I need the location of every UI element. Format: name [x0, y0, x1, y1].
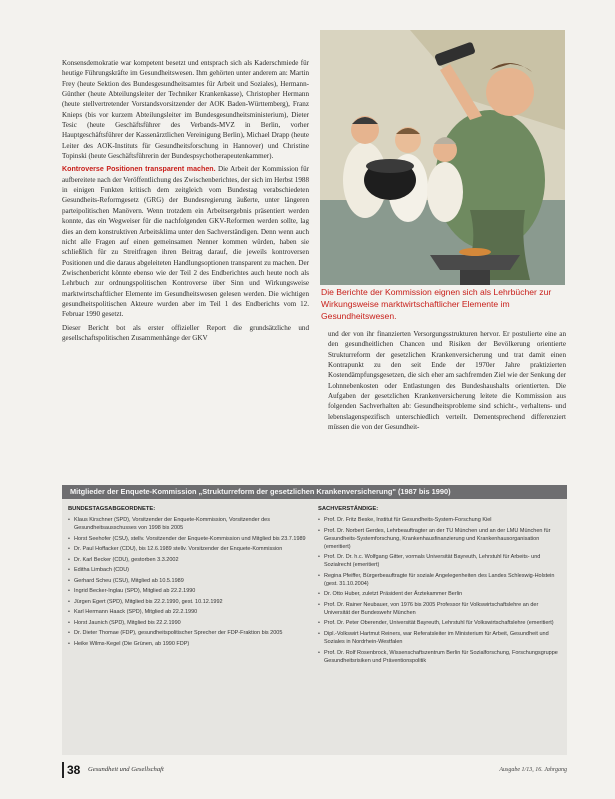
list-item: • Dipl.-Volkswirt Hartmut Reiners, war Referatsleiter im Ministerium für Arbeit, Gesundheit und Soziales in Nordrhein-Westfalen [318, 630, 562, 646]
list-item: • Prof. Dr. Rainer Neubauer, von 1976 bis 2005 Professor für Volkswirtschaftslehre an der Universität der Bundeswehr München [318, 601, 562, 617]
left-paragraph-2 [62, 164, 309, 319]
left-text-column [62, 58, 309, 346]
member-list-right [318, 516, 562, 665]
list-item: • Horst Jaunich (SPD), Mitglied bis 22.2.1990 [68, 619, 308, 627]
box-title: Mitglieder der Enquete-Kommission „Strukturreform der gesetzlichen Krankenversicherung" (1987 bis 1990) [62, 485, 567, 499]
list-item: • Dr. Paul Hoffacker (CDU), bis 12.6.1989 stellv. Vorsitzender der Enquete-Kommission [68, 545, 308, 553]
list-item: • Dr. Karl Becker (CDU), gestorben 3.3.2002 [68, 556, 308, 564]
box-right-column [318, 505, 562, 667]
list-item: • Klaus Kirschner (SPD), Vorsitzender der Enquete-Kommission, Vorsitzender des Gesundheitsausschusses von 1998 bis 2005 [68, 516, 308, 532]
list-item: • Heike Wilms-Kegel (Die Grünen, ab 1990 FDP) [68, 640, 308, 648]
cartoon-drawing [320, 30, 565, 285]
list-item: • Dr. Otto Huber, zuletzt Präsident der Ärztekammer Berlin [318, 590, 562, 598]
image-caption: Die Berichte der Kommission eignen sich als Lehrbücher zur Wirkungsweise marktwirtschaftlicher Elemente im Gesundheitswesen. [321, 287, 552, 321]
left-paragraph-1: Konsensdemokratie war kompetent besetzt und entsprach sich als Kaderschmiede für heutige Führungskräfte im Gesundheitswesen. Ihm gehörten unter anderem an: Martin Frey (heute Sektion des Bundesgesundheitsamtes für Arbeit und Soziales), Hermann-Günther (heute Abteilungsleiter der Techniker Krankenkasse), Christopher Hermann (heute stellvertretender Vorstandsvorsitzender der AOK Baden-Württemberg), Franz Knieps (bis vor kurzem Abteilungsleiter im Bundesgesundheitsministerium), Dieter Tesic (heute Geschäftsführer des Verbands-MVZ in Berlin, vorher Hauptgeschäftsführer der Kassenärztlichen Vereinigung Berlin), Michael Drapp (heute Leiter des AOK-Instituts für Gesundheitsforschung in Hannover) und Christine Topinski (heute Geschäftsführerin der Bundespsychotherapeutenkammer). [62, 59, 309, 161]
list-item: • Horst Seehofer (CSU), stellv. Vorsitzender der Enquete-Kommission und Mitglied bis 23.7.1989 [68, 535, 308, 543]
page-number: 38 [67, 763, 81, 777]
list-item: • Editha Limbach (CDU) [68, 566, 308, 574]
list-item: • Prof. Dr. Rolf Rosenbrock, Wissenschaftszentrum Berlin für Sozialforschung, Forschungsgruppe Gesundheitsrisiken und Präventionspolitik [318, 649, 562, 665]
list-item: • Prof. Dr. Dr. h.c. Wolfgang Gitter, vormals Universität Bayreuth, Lehrstuhl für Arbeits- und Sozialrecht (emeritiert) [318, 553, 562, 569]
footer-rule [62, 762, 64, 778]
cartoon-illustration [320, 30, 565, 285]
left-paragraph-2-body: Die Arbeit der Kommission für aufbereitete nach der Veröffentlichung des Zwischenberichtes, der sich im Herbst 1988 in einigen Funkten kritisch dem zeitgleich vom Bundestag verabschiedeten Gesundheits-Reformgesetz (GRG) der Bundesregierung äußerte, unter längeren parteipolitischen Manövern. Wenn trotzdem ein Arbeitsergebnis präsentiert werden konnte, das ein Wegweiser für die nachfolgenden GKV-Reformen werden sollte, lag dies an dem konstruktiven Arbeitsklima unter den Sachverständigen. Denn wenn auch nicht alle Fragen auf einen gemeinsamen Nenner kommen würden, haben sie schließlich für zu Streitfragen ihren Beitrag darauf, die jeweils kontroversen Positionen und die daraus abgeleiteten Handlungsoptionen transparent zu machen. Der Zwischenbericht könnte ebenso wie der Teil 2 des Endberichtes auch heute noch als Lehrbuch zur ordnungspolitischen Kontroverse über Sinn und Wirkungsweise marktwirtschaftlicher Elemente im Gesundheitswesen gelesen werden. Die wichtigen gesundheitspolitischen Akteure wurden aber im Teil 1 des Endberichts vom 12. Februar 1990 gesetzt. [62, 165, 310, 319]
list-item: • Ingrid Becker-Inglau (SPD), Mitglied ab 22.2.1990 [68, 587, 308, 595]
list-item: • Prof. Dr. Peter Oberender, Universität Bayreuth, Lehrstuhl für Volkswirtschaftslehre (emeritiert) [318, 619, 562, 627]
list-item: • Jürgen Egert (SPD), Mitglied bis 22.2.1990, gest. 10.12.1992 [68, 598, 308, 606]
left-paragraph-3: Dieser Bericht bot als erster offizieller Report die grundsätzliche und gesellschaftspolitischen Zusammenhänge der GKV [62, 323, 309, 342]
box-left-column [68, 505, 308, 650]
issue-info: Ausgabe 1/13, 16. Jahrgang [499, 767, 567, 773]
list-item: • Gerhard Scheu (CSU), Mitglied ab 10.5.1989 [68, 577, 308, 585]
list-item: • Prof. Dr. Fritz Beske, Institut für Gesundheits-System-Forschung Kiel [318, 516, 562, 524]
box-left-heading: BUNDESTAGSABGEORDNETE: [68, 506, 156, 512]
list-item: • Prof. Dr. Norbert Gerdes, Lehrbeauftragter an der TU München und an der LMU München für Gesundheits-Systemforschung, Krankenhausfinanzierung und Krankenhausorganisation (emeritiert) [318, 527, 562, 551]
section-kicker: Kontroverse Positionen transparent machen. [62, 165, 216, 174]
right-paragraph-1: und der von ihr finanzierten Versorgungsstrukturen hervor. Er postulierte eine an den gesundheitlichen Chancen und Risiken der Bevölkerung orientierte Strukturreform der gesetzlichen Krankenversicherung und trat damit einen Kontrapunkt zu den seit Ende der 1970er Jahre praktizierten Kostendämpfungsgesetzen, die sich eher am sachfremden Ziel wie der Senkung der Lohnnebenkosten oder Entlastungen des Bundeshaushalts orientierten. Die Aufgaben der gesetzlichen Krankenversicherung leitete die Kommission aus folgenden Sachverhalten ab: Gesundheitsprobleme sind schicht-, verhaltens- und lebenslagenspezifisch unterschiedlich verteilt. Dementsprechend differenziert müssen die von der Gesundheit- [328, 330, 566, 432]
member-info-box [62, 485, 567, 755]
list-item: • Karl Hermann Haack (SPD), Mitglied ab 22.2.1990 [68, 608, 308, 616]
publication-name: Gesundheit und Gesellschaft [88, 766, 164, 773]
box-right-heading: SACHVERSTÄNDIGE: [318, 506, 379, 512]
page-footer [62, 762, 567, 778]
member-list-left [68, 516, 308, 648]
list-item: • Regina Pfeiffer, Bürgerbeauftragte für soziale Angelegenheiten des Landes Schleswig-Holstein (gest. 31.10.2004) [318, 572, 562, 588]
list-item: • Dr. Dieter Thomae (FDP), gesundheitspolitischer Sprecher der FDP-Fraktion bis 2005 [68, 629, 308, 637]
right-text-column [328, 329, 566, 432]
